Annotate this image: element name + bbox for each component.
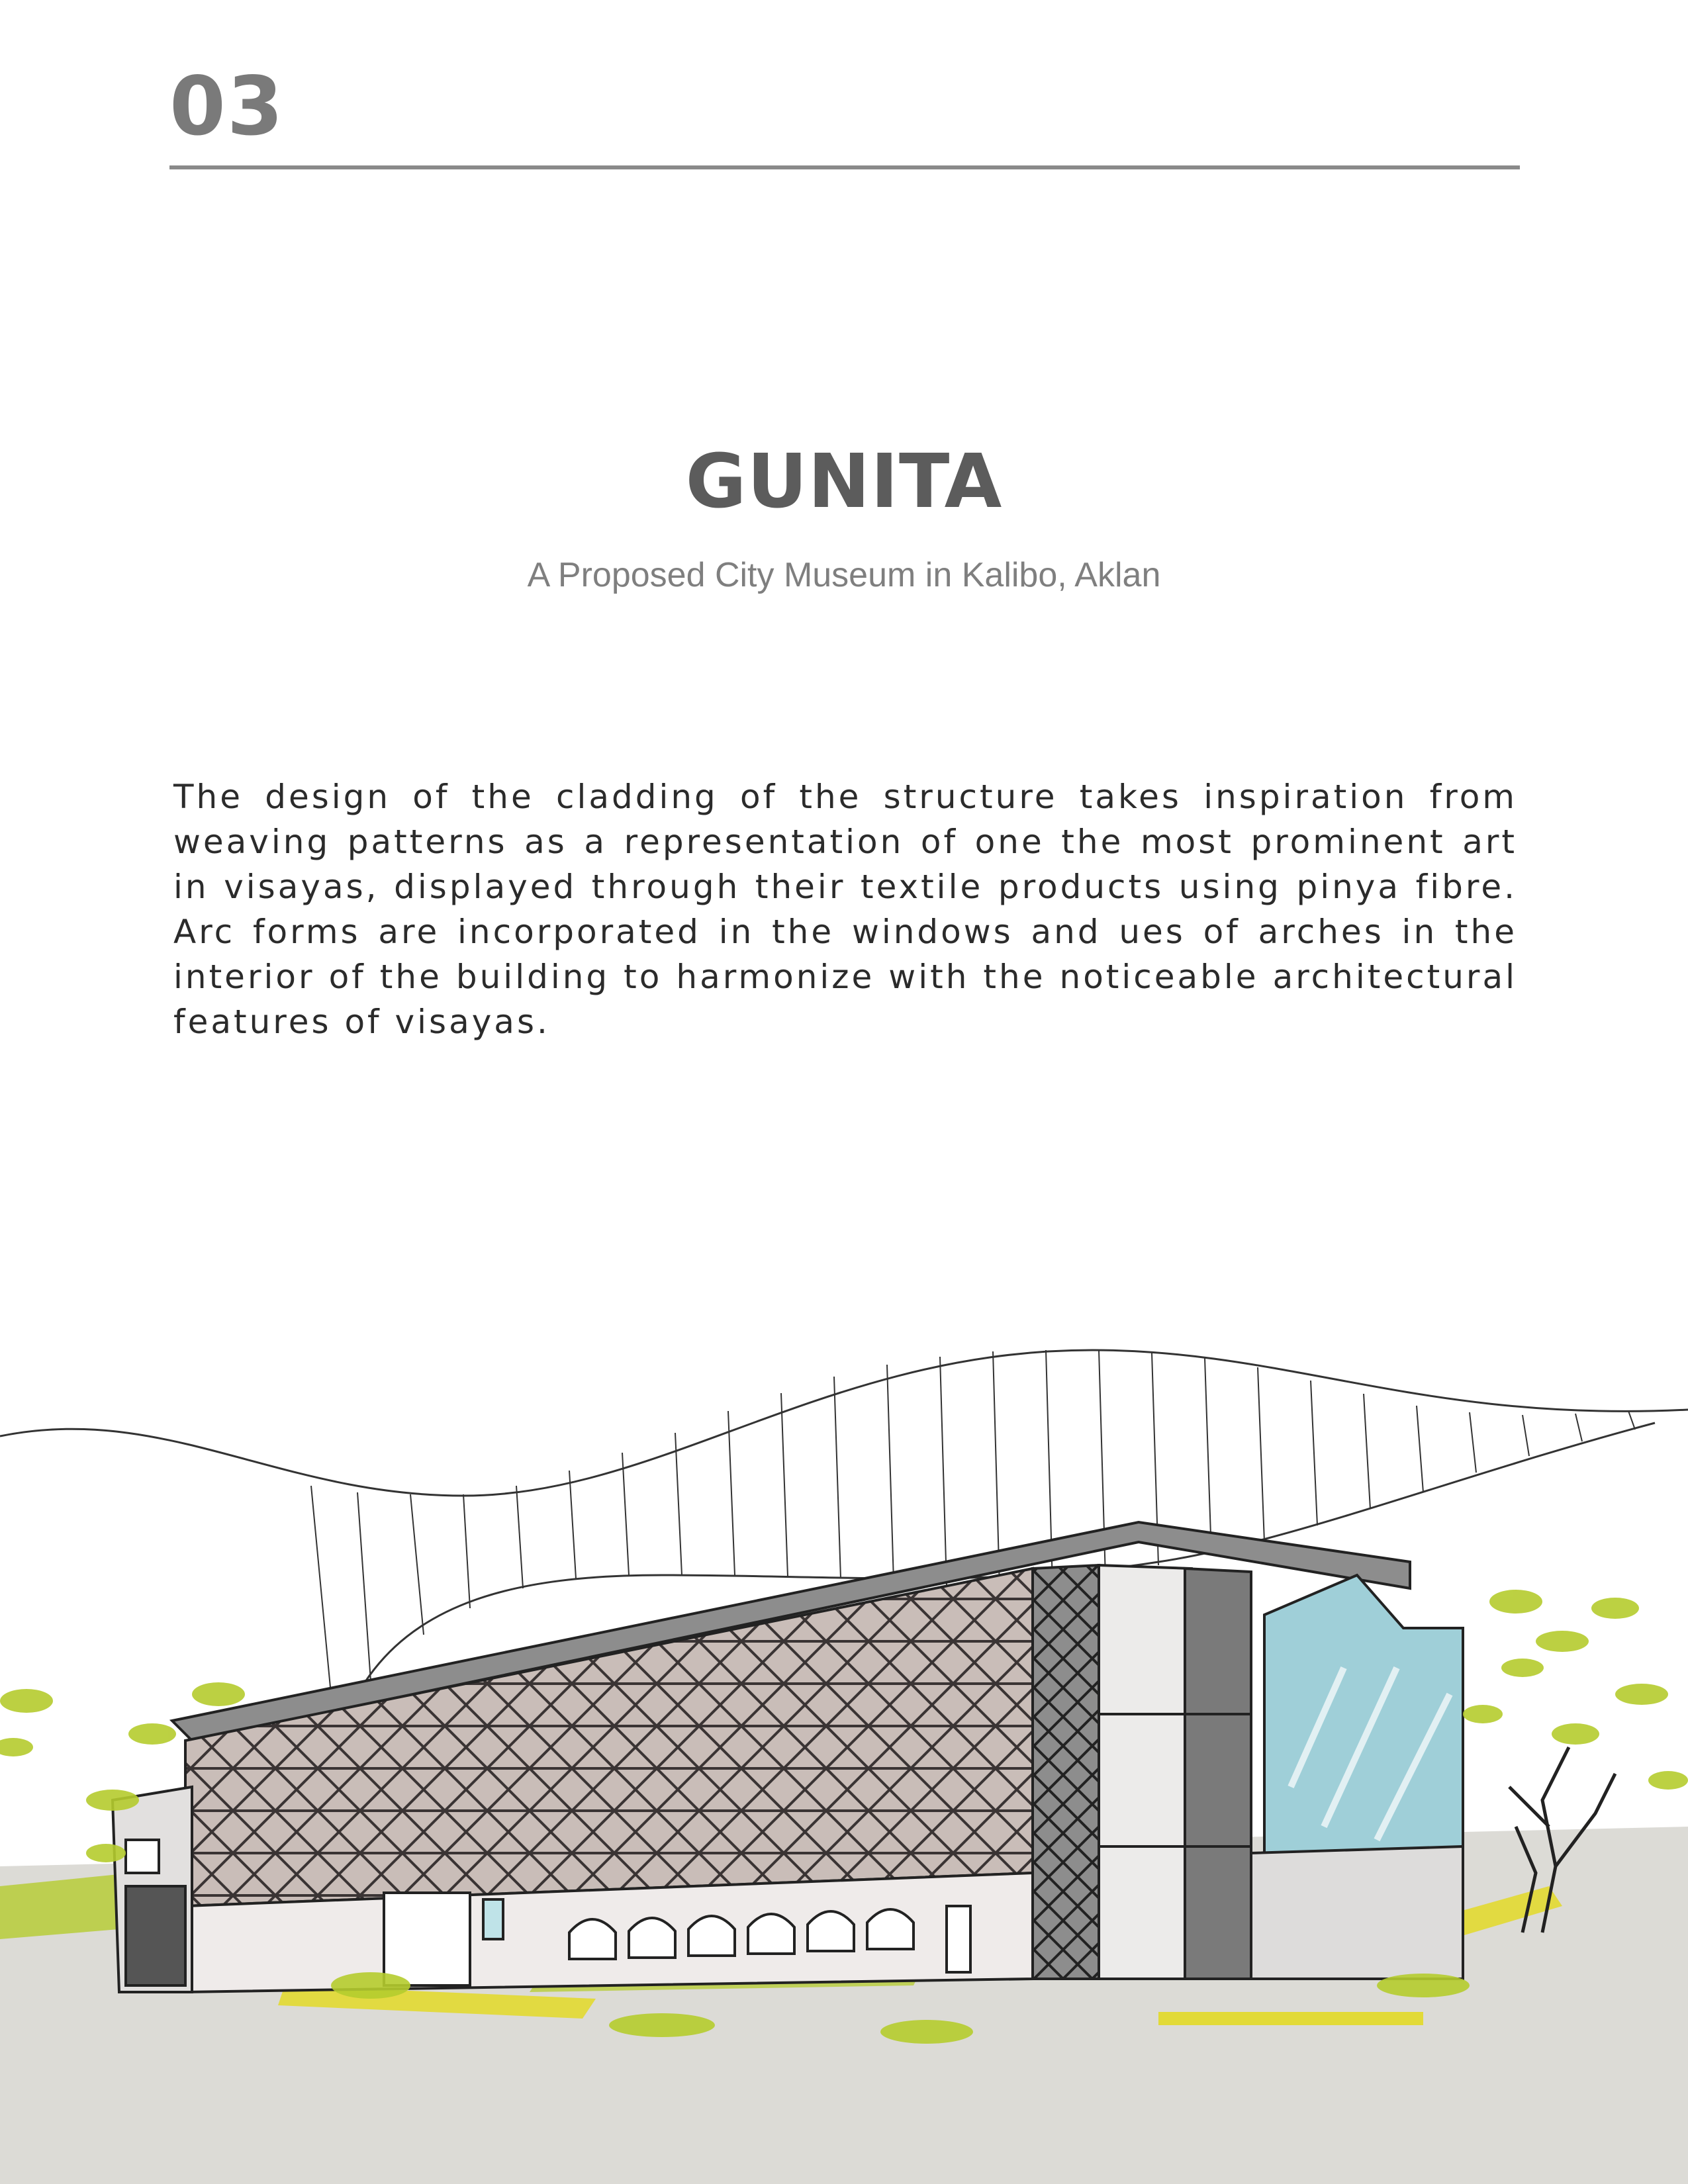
page-number: 03: [169, 60, 285, 154]
museum-sketch-illustration: [0, 1324, 1688, 2184]
page-subtitle: A Proposed City Museum in Kalibo, Aklan: [527, 556, 1161, 594]
body-paragraph: The design of the cladding of the structure takes inspiration from weaving patterns as a representation of one the most prominent art in visayas, displayed through their textile products using pinya fibre. Arc forms are incorporated in the windows and ues of arches in the interior of the building to harmonize with the noticeable architectural features of visayas.: [173, 778, 1517, 1041]
page-title: GUNITA: [685, 439, 1003, 525]
museum-building: [113, 1522, 1463, 1992]
header-rule: [169, 165, 1520, 169]
